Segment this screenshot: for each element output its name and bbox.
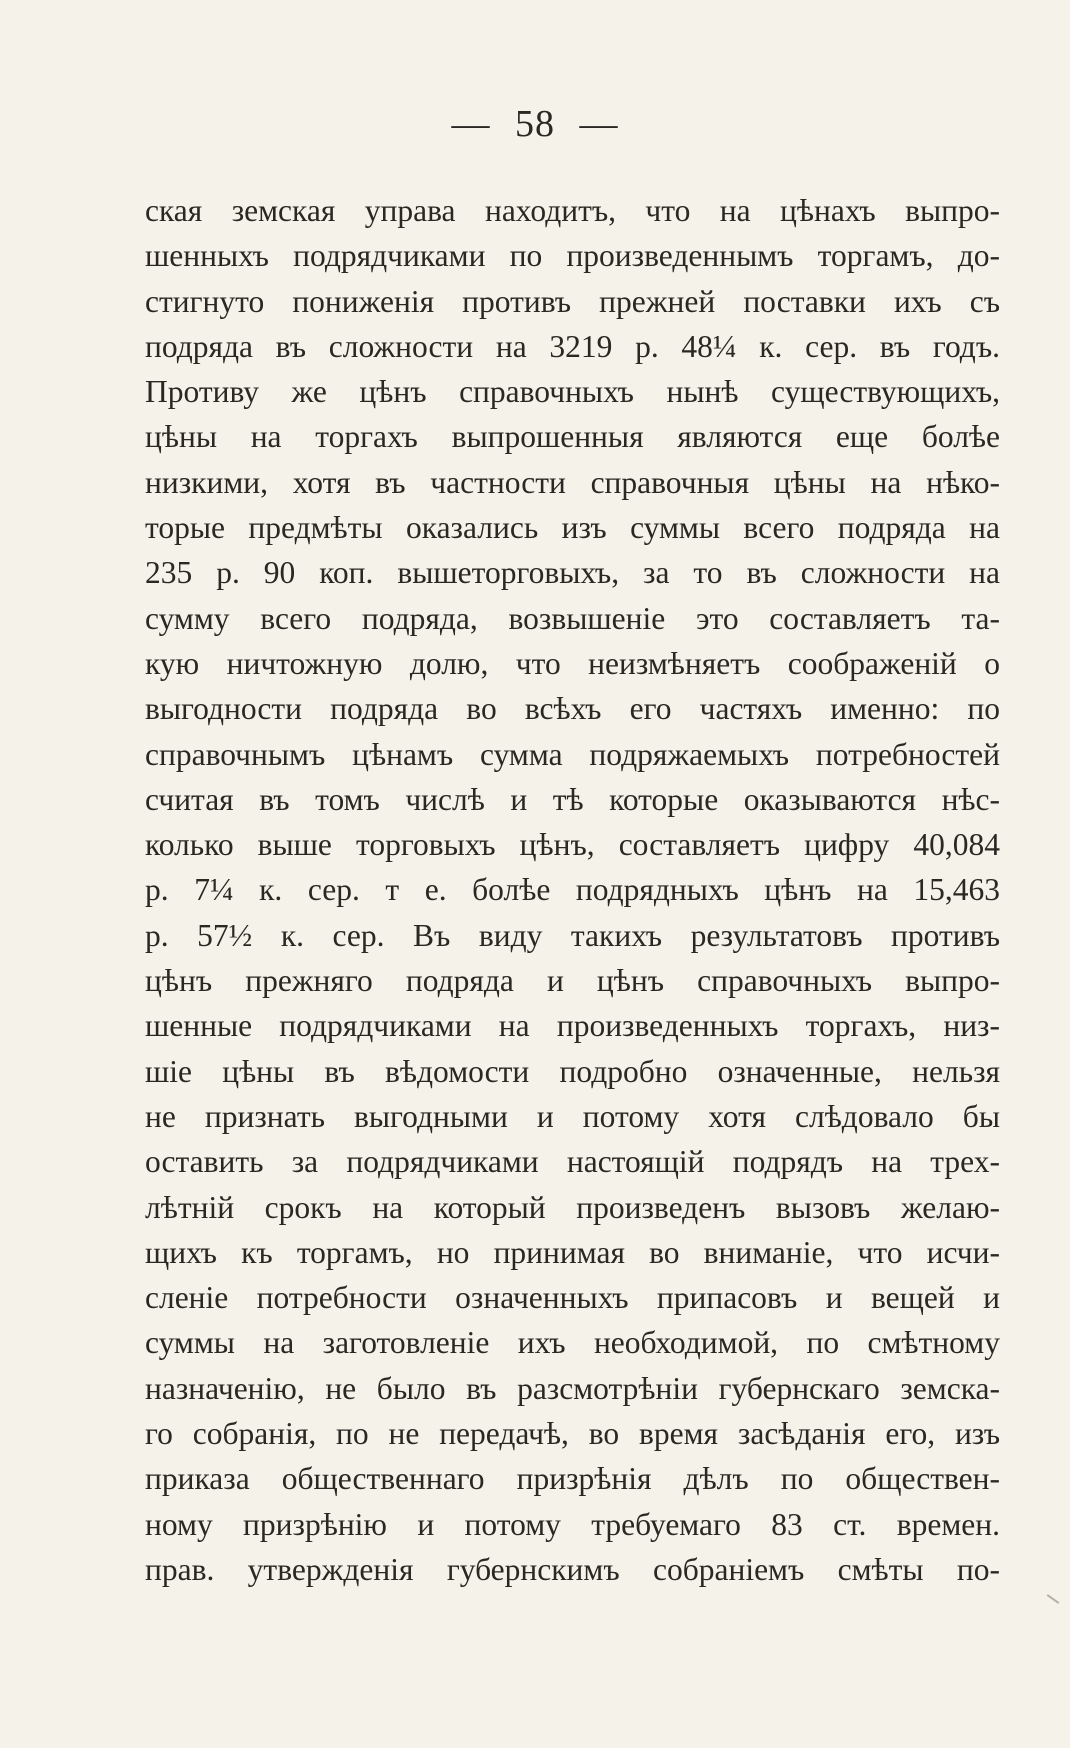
text-line: р. 57½ к. сер. Въ виду такихъ результатовъ противъ	[145, 917, 1000, 953]
body-text	[145, 188, 1000, 1592]
text-line: щихъ къ торгамъ, но принимая во вниманіе, что исчи-	[145, 1234, 1000, 1270]
text-line: торые предмѣты оказались изъ суммы всего подряда на	[145, 510, 1000, 546]
text-line: шенные подрядчиками на произведенныхъ торгахъ, низ-	[145, 1008, 1000, 1044]
text-line: суммы на заготовленіе ихъ необходимой, по смѣтному	[145, 1325, 1000, 1361]
text-line: го собранія, по не передачѣ, во время засѣданія его, изъ	[145, 1416, 1000, 1452]
text-line: лѣтній срокъ на который произведенъ вызовъ желаю-	[145, 1189, 1000, 1225]
text-line: назначенію, не было въ разсмотрѣніи губернскаго земска-	[145, 1370, 1000, 1406]
text-line: сумму всего подряда, возвышеніе это составляетъ та-	[145, 600, 1000, 636]
text-line: кую ничтожную долю, что неизмѣняетъ соображеній о	[145, 645, 1000, 681]
text-line: оставить за подрядчиками настоящій подрядъ на трех-	[145, 1144, 1000, 1180]
text-line: не признать выгодными и потому хотя слѣдовало бы	[145, 1098, 1000, 1134]
page-number-dash-right: —	[579, 103, 619, 145]
text-line: низкими, хотя въ частности справочныя цѣны на нѣко-	[145, 464, 1000, 500]
text-line: ская земская управа находитъ, что на цѣнахъ выпро-	[145, 193, 1000, 228]
text-line: справочнымъ цѣнамъ сумма подряжаемыхъ потребностей	[145, 736, 1000, 772]
text-line: шіе цѣны въ вѣдомости подробно означенные, нельзя	[145, 1053, 1000, 1089]
page-number-header	[0, 102, 1070, 146]
text-line: шенныхъ подрядчиками по произведеннымъ торгамъ, до-	[145, 238, 1000, 274]
page-number: 58	[515, 103, 555, 145]
text-line: цѣнъ прежняго подряда и цѣнъ справочныхъ выпро-	[145, 963, 1000, 999]
text-line: колько выше торговыхъ цѣнъ, составляетъ цифру 40,084	[145, 827, 1000, 863]
text-line: ному призрѣнію и потому требуемаго 83 ст. времен.	[145, 1506, 1000, 1542]
text-line: стигнуто пониженія противъ прежней поставки ихъ съ	[145, 283, 1000, 319]
paper-mark	[1047, 1594, 1060, 1604]
text-line: Противу же цѣнъ справочныхъ нынѣ существующихъ,	[145, 374, 1000, 410]
text-line: подряда въ сложности на 3219 р. 48¼ к. сер. въ годъ.	[145, 328, 1000, 364]
text-line: 235 р. 90 коп. вышеторговыхъ, за то въ сложности на	[145, 555, 1000, 591]
text-line: прав. утвержденія губернскимъ собраніемъ смѣты по-	[145, 1551, 1000, 1587]
text-line: цѣны на торгахъ выпрошенныя являются еще болѣе	[145, 419, 1000, 455]
page-number-dash-left: —	[451, 103, 491, 145]
text-line: сленіе потребности означенныхъ припасовъ и вещей и	[145, 1280, 1000, 1316]
text-line: приказа общественнаго призрѣнія дѣлъ по обществен-	[145, 1461, 1000, 1497]
text-line: выгодности подряда во всѣхъ его частяхъ именно: по	[145, 691, 1000, 727]
text-line: р. 7¼ к. сер. т е. болѣе подрядныхъ цѣнъ на 15,463	[145, 872, 1000, 908]
text-line: считая въ томъ числѣ и тѣ которые оказываются нѣс-	[145, 781, 1000, 817]
